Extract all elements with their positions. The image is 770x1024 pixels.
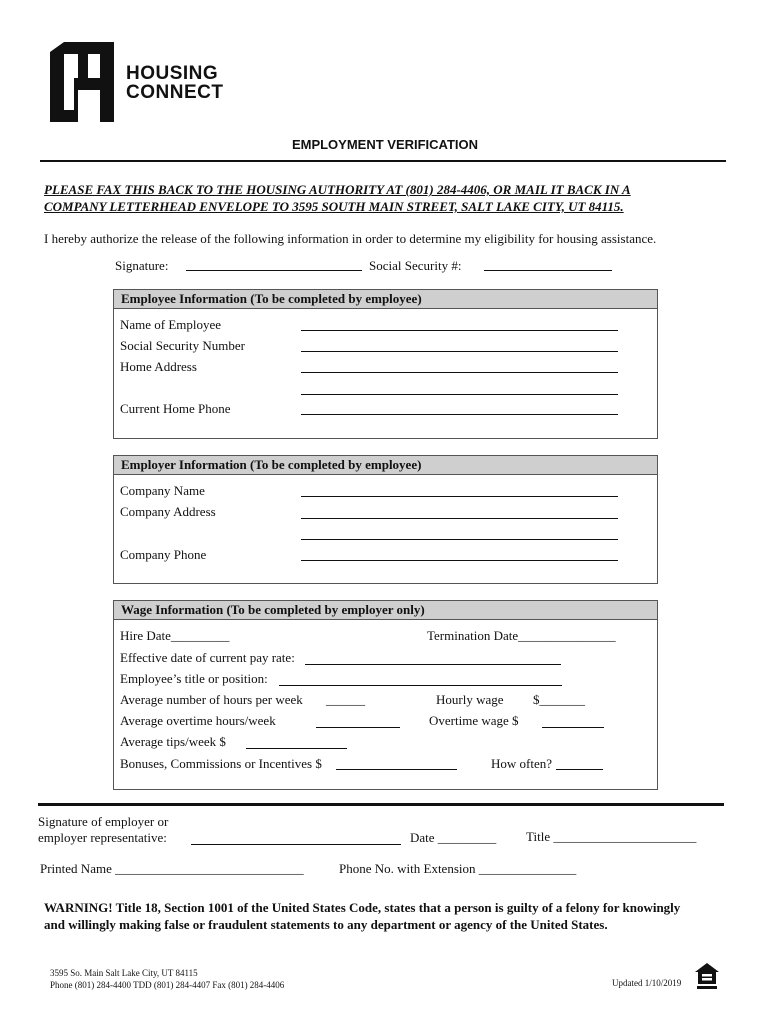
wage-info-box [113, 600, 658, 790]
hourly-wage-label: Hourly wage [436, 692, 504, 707]
logo-wordmark [126, 64, 223, 102]
warning-text: WARNING! Title 18, Section 1001 of the United States Code, states that a person is guilty of a felony for knowingly and willingly making false or fraudulent statements to any department or agency of the United States. [44, 900, 681, 932]
employee-name-label: Name of Employee [120, 317, 222, 332]
footer-address [50, 967, 284, 991]
authorization-text: I hereby authorize the release of the following information in order to determine my eligibility for housing assistance. [44, 231, 657, 246]
effective-date-label: Effective date of current pay rate: [120, 650, 295, 665]
employer-signature-label-line-1: Signature of employer or [38, 814, 169, 829]
hourly-wage-field[interactable]: $_______ [533, 692, 585, 707]
title-position-field[interactable] [279, 685, 562, 686]
employer-signature-field[interactable] [191, 844, 401, 845]
housing-connect-logo-icon [50, 42, 114, 122]
employee-ssn-label: Social Security Number [120, 338, 245, 353]
how-often-label: How often? [491, 756, 553, 771]
footer-address-line-2: Phone (801) 284-4400 TDD (801) 284-4407 Fax (801) 284-4406 [50, 980, 285, 990]
ssn-label: Social Security #: [369, 258, 462, 273]
avg-overtime-field[interactable] [316, 727, 400, 728]
company-phone-field[interactable] [301, 560, 618, 561]
fax-instruction-line-1: PLEASE FAX THIS BACK TO THE HOUSING AUTHORITY AT (801) 284-4406, OR MAIL IT BACK IN A [44, 182, 631, 197]
employer-info-header: Employer Information (To be completed by employee) [114, 456, 657, 475]
signature-field[interactable] [186, 270, 362, 271]
logo-line-1: HOUSING [126, 63, 219, 84]
avg-overtime-label: Average overtime hours/week [120, 713, 276, 728]
section-divider [38, 803, 724, 806]
home-phone-label: Current Home Phone [120, 401, 231, 416]
fax-instruction [44, 181, 694, 215]
avg-tips-field[interactable] [246, 748, 347, 749]
effective-date-field[interactable] [305, 664, 561, 665]
avg-hours-label: Average number of hours per week [120, 692, 303, 707]
avg-hours-field[interactable]: ______ [326, 692, 365, 707]
signature-date-field[interactable]: Date _________ [410, 830, 497, 845]
bonuses-field[interactable] [336, 769, 457, 770]
company-name-field[interactable] [301, 496, 618, 497]
termination-date-field[interactable]: Termination Date_______________ [427, 628, 616, 643]
wage-info-header: Wage Information (To be completed by employer only) [114, 601, 657, 620]
employee-name-field[interactable] [301, 330, 618, 331]
company-name-label: Company Name [120, 483, 205, 498]
logo-line-2: CONNECT [126, 82, 224, 103]
ssn-field[interactable] [484, 270, 612, 271]
employer-signature-label [38, 814, 168, 846]
company-address-field-1[interactable] [301, 518, 618, 519]
footer-address-line-1: 3595 So. Main Salt Lake City, UT 84115 [50, 968, 198, 978]
title-divider [40, 160, 726, 162]
company-address-field-2[interactable] [301, 539, 618, 540]
signature-title-field[interactable]: Title ______________________ [526, 829, 697, 844]
employee-ssn-field[interactable] [301, 351, 618, 352]
printed-name-field[interactable]: Printed Name _____________________________ [40, 861, 304, 876]
hire-date-field[interactable]: Hire Date_________ [120, 628, 230, 643]
home-address-field-2[interactable] [301, 394, 618, 395]
fax-instruction-line-2: COMPANY LETTERHEAD ENVELOPE TO 3595 SOUTH MAIN STREET, SALT LAKE CITY, UT 84115. [44, 199, 624, 214]
employer-info-box [113, 455, 658, 584]
avg-tips-label: Average tips/week $ [120, 734, 226, 749]
employee-info-header: Employee Information (To be completed by employee) [114, 290, 657, 309]
document-title: EMPLOYMENT VERIFICATION [291, 137, 479, 152]
phone-extension-field[interactable]: Phone No. with Extension _______________ [339, 861, 577, 876]
equal-housing-opportunity-icon [694, 962, 720, 990]
home-address-field-1[interactable] [301, 372, 618, 373]
employer-signature-label-line-2: employer representative: [38, 830, 167, 845]
overtime-wage-field[interactable] [542, 727, 604, 728]
signature-label: Signature: [115, 258, 169, 273]
overtime-wage-label: Overtime wage $ [429, 713, 519, 728]
home-phone-field[interactable] [301, 414, 618, 415]
bonuses-label: Bonuses, Commissions or Incentives $ [120, 756, 322, 771]
company-address-label: Company Address [120, 504, 216, 519]
employee-info-box [113, 289, 658, 439]
how-often-field[interactable] [556, 769, 603, 770]
updated-date: Updated 1/10/2019 [612, 978, 682, 988]
title-position-label: Employee’s title or position: [120, 671, 268, 686]
home-address-label: Home Address [120, 359, 197, 374]
company-phone-label: Company Phone [120, 547, 207, 562]
